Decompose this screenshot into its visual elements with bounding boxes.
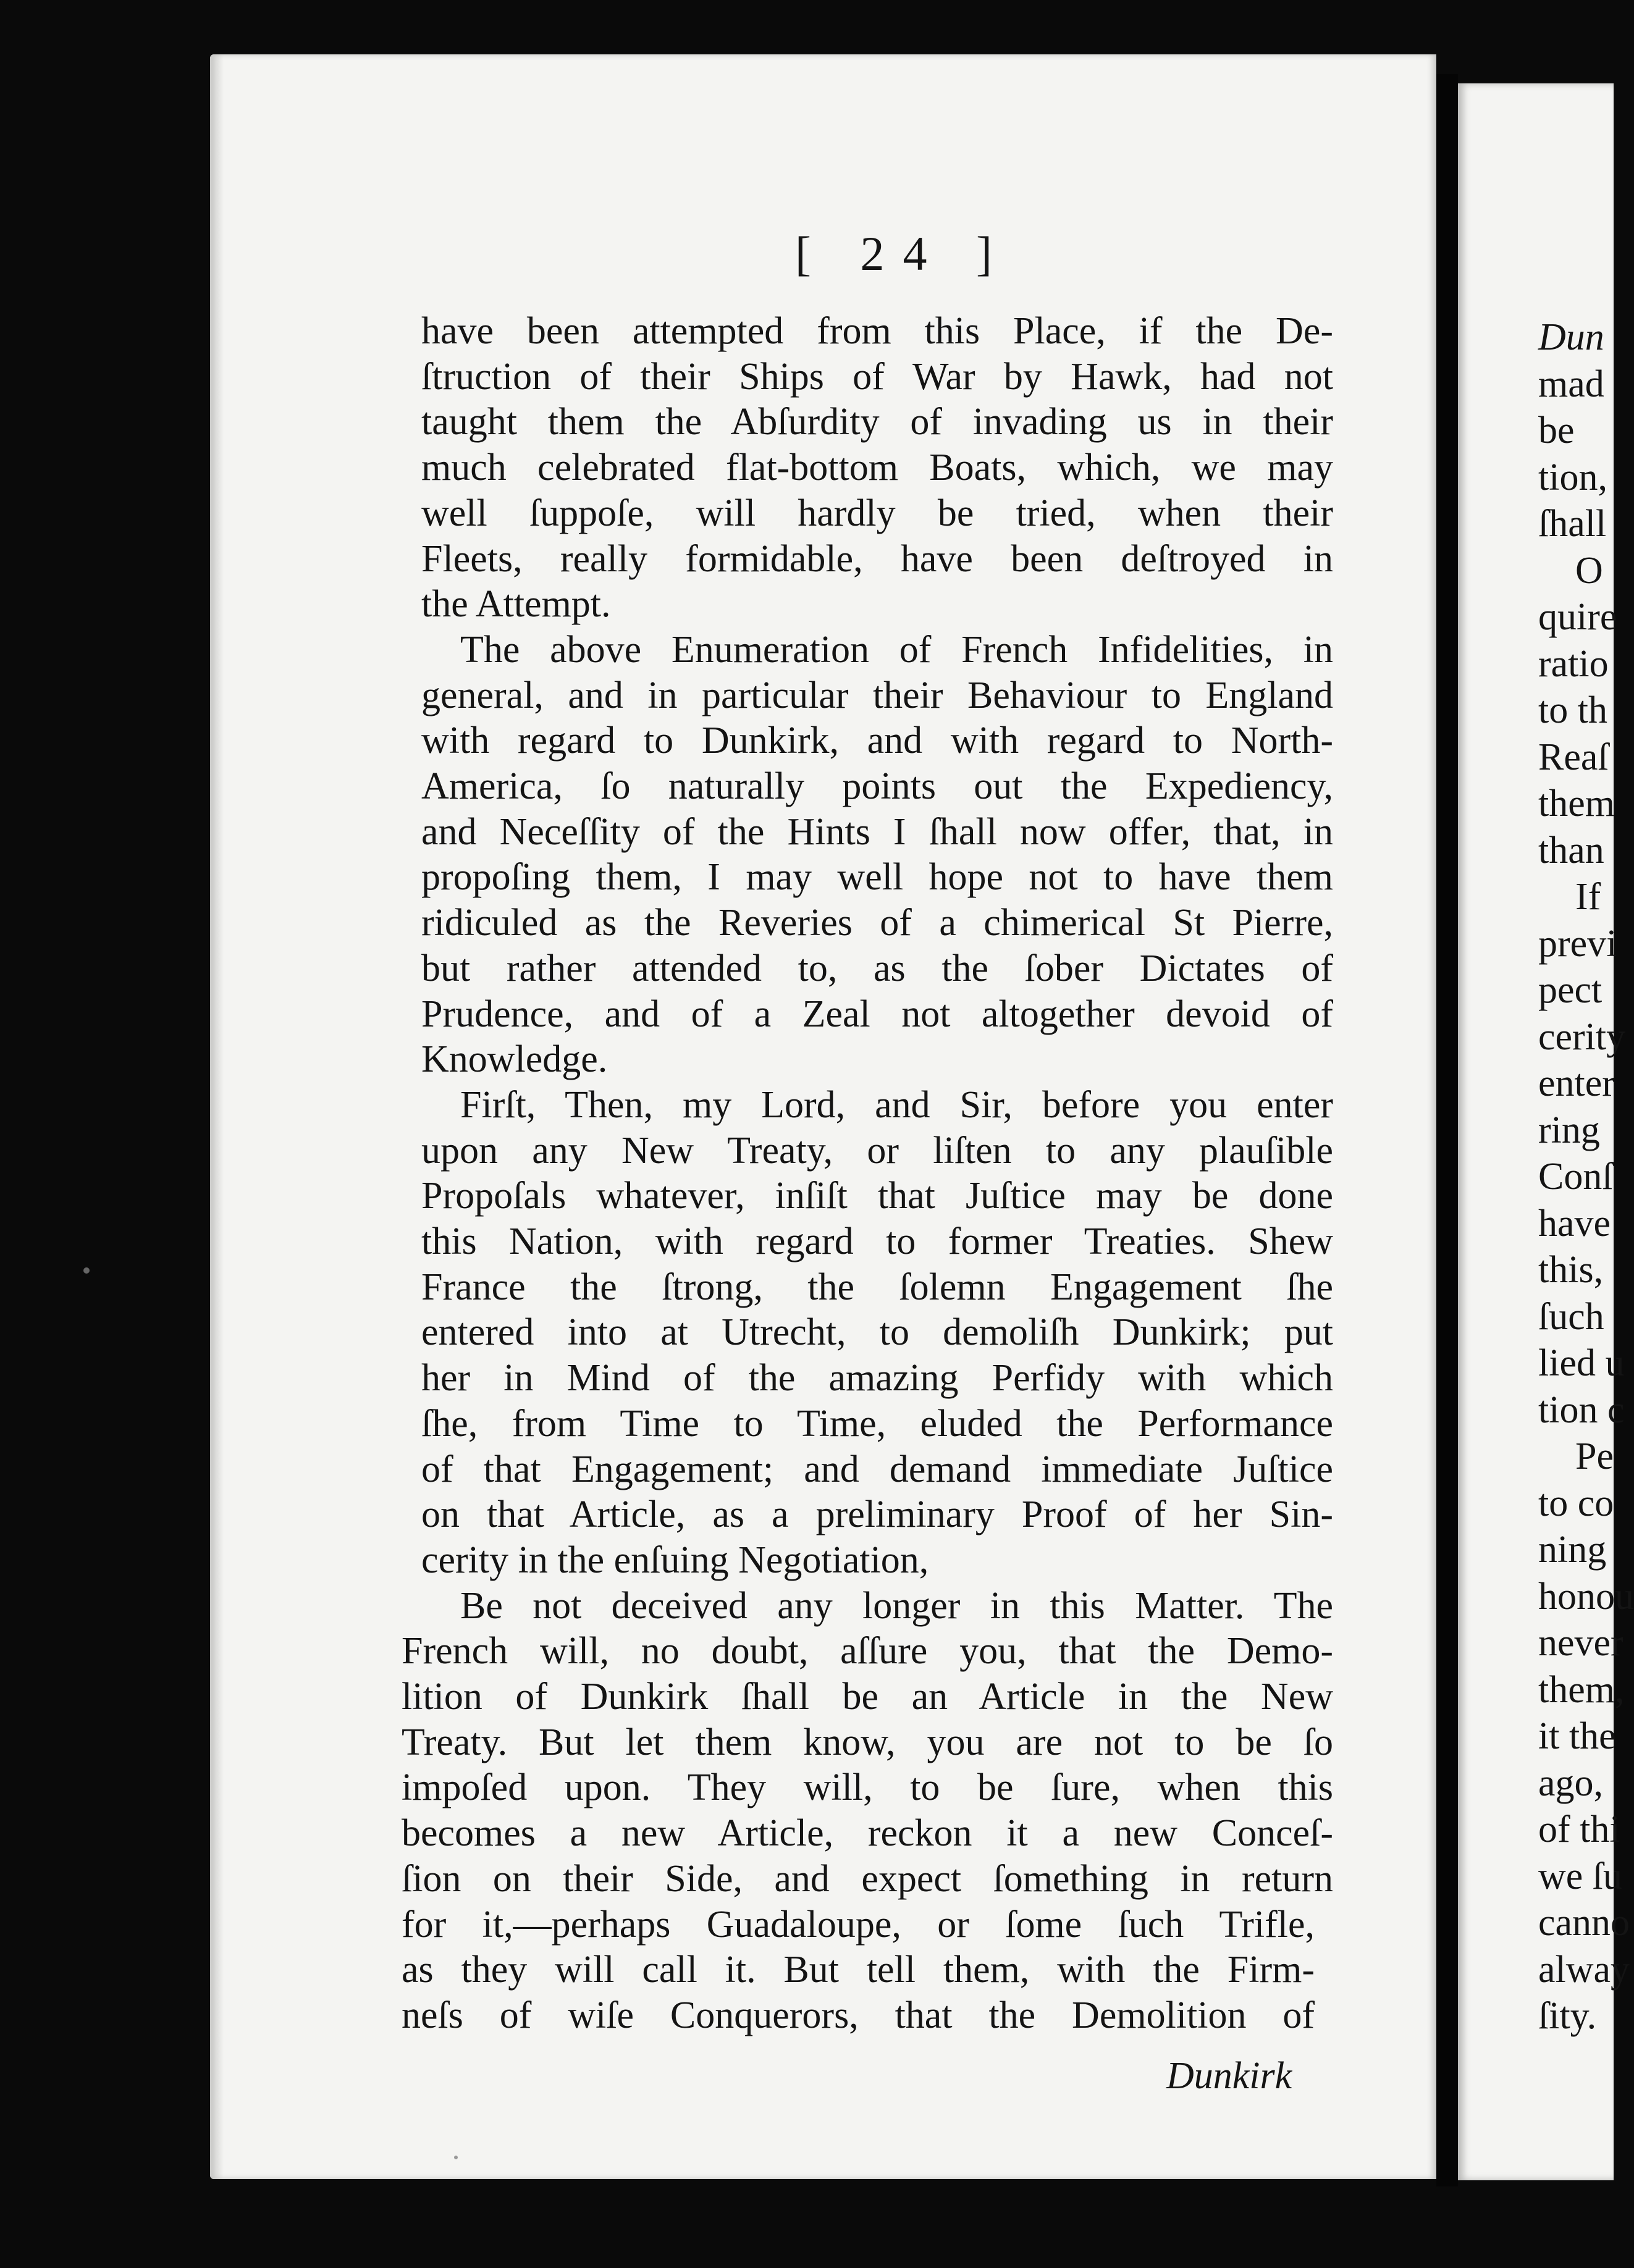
text-line: Knowledge. (421, 1038, 608, 1080)
text-line: but rather attended to, as the ſober Dictates of (421, 947, 1333, 989)
text-line: her in Mind of the amazing Perfidy with which (421, 1357, 1333, 1399)
text-line: ſion on their Side, and expect ſomething in return (402, 1858, 1333, 1900)
text-line: cerity in the enſuing Negotiation, (421, 1539, 929, 1581)
text-line: becomes a new Article, reckon it a new Conceſ- (402, 1812, 1333, 1854)
right-page-line: be (1538, 410, 1575, 452)
right-page-line: we ſu (1538, 1855, 1623, 1897)
right-page-line: mad (1538, 363, 1604, 405)
text-line: ridiculed as the Reveries of a chimerical St Pierre, (421, 902, 1333, 944)
right-page-line: pect (1538, 969, 1602, 1011)
text-line: French will, no doubt, aſſure you, that the Demo- (402, 1630, 1333, 1672)
text-line: America, ſo naturally points out the Expediency, (421, 765, 1333, 807)
right-page-line: lied u (1538, 1342, 1625, 1384)
text-line: have been attempted from this Place, if the De- (421, 310, 1333, 352)
text-line: The above Enumeration of French Infidelities, in (460, 629, 1333, 671)
right-page-line: canno (1538, 1902, 1630, 1944)
text-line: Propoſals whatever, inſiſt that Juſtice may be done (421, 1175, 1333, 1217)
right-page-line: never (1538, 1622, 1623, 1664)
text-line: upon any New Treaty, or liſten to any plauſible (421, 1130, 1333, 1172)
text-line: propoſing them, I may well hope not to have them (421, 856, 1333, 898)
right-page-line: quire (1538, 596, 1617, 638)
right-page-line: enter (1538, 1062, 1615, 1104)
text-line: for it,—perhaps Guadaloupe, or ſome ſuch Trifle, (402, 1904, 1315, 1946)
right-page-line: ſity. (1538, 1995, 1597, 2037)
right-page-line: them (1538, 783, 1615, 825)
right-page-line: ſuch (1538, 1296, 1604, 1338)
right-page-line: than (1538, 830, 1604, 872)
catchword: Dunkirk (1166, 2055, 1292, 2097)
text-line: taught them the Abſurdity of invading us in their (421, 401, 1333, 443)
text-line: well ſuppoſe, will hardly be tried, when their (421, 492, 1333, 534)
text-line: Be not deceived any longer in this Matter. The (460, 1585, 1333, 1627)
text-line: on that Article, as a preliminary Proof of her Sin- (421, 1493, 1333, 1535)
right-page-line: ratio (1538, 643, 1609, 685)
right-page-line: to co (1538, 1482, 1614, 1524)
book-gutter (1436, 74, 1458, 2186)
right-page-line: Pe (1575, 1435, 1614, 1477)
right-page-line: it the (1538, 1715, 1616, 1757)
right-page-line: cerity (1538, 1016, 1626, 1058)
text-line: Prudence, and of a Zeal not altogether devoid of (421, 993, 1333, 1035)
page-edge-shadow (210, 54, 224, 2179)
text-line: the Attempt. (421, 583, 611, 625)
text-line: lition of Dunkirk ſhall be an Article in the New (402, 1676, 1333, 1718)
paper-speck (83, 1267, 90, 1274)
right-page-line: previ (1538, 923, 1617, 965)
paper-speck (454, 2156, 458, 2159)
right-page-line: Dun (1538, 316, 1604, 358)
text-line: with regard to Dunkirk, and with regard to North- (421, 720, 1333, 762)
text-line: impoſed upon. They will, to be ſure, when this (402, 1766, 1333, 1808)
right-page-line: If (1575, 876, 1601, 918)
right-page-line: tion, (1538, 456, 1607, 498)
text-line: this Nation, with regard to former Treaties. Shew (421, 1220, 1333, 1262)
text-line: Fleets, really formidable, have been deſtroyed in (421, 538, 1333, 580)
right-page-line: ning (1538, 1529, 1607, 1571)
text-line: Firſt, Then, my Lord, and Sir, before you enter (460, 1084, 1333, 1126)
right-page-line: ring (1538, 1109, 1600, 1151)
right-page-line: this, (1538, 1249, 1604, 1291)
right-page-line: honou (1538, 1576, 1634, 1618)
text-line: Treaty. But let them know, you are not to be ſo (402, 1721, 1333, 1763)
text-line: ſhe, from Time to Time, eluded the Performance (421, 1403, 1333, 1445)
right-page-line: them, (1538, 1669, 1625, 1711)
right-page-line: of thi (1538, 1808, 1620, 1850)
right-page-line: tion c (1538, 1389, 1625, 1431)
text-line: much celebrated flat-bottom Boats, which, we may (421, 447, 1333, 489)
page-number: [ 24 ] (795, 227, 1011, 280)
text-line: and Neceſſity of the Hints I ſhall now offer, that, in (421, 811, 1333, 853)
text-line: general, and in particular their Behaviour to England (421, 674, 1333, 716)
right-page-line: ſhall (1538, 503, 1607, 545)
right-page-line: ago, (1538, 1762, 1604, 1804)
text-line: as they will call it. But tell them, with the Firm- (402, 1949, 1315, 1991)
text-line: entered into at Utrecht, to demoliſh Dunkirk; put (421, 1311, 1333, 1353)
right-page-line: have (1538, 1203, 1611, 1245)
right-page (1458, 83, 1634, 2180)
text-line: neſs of wiſe Conquerors, that the Demolition of (402, 1994, 1315, 2036)
right-page-line: Reaſ (1538, 736, 1609, 778)
right-page-line: Conſ (1538, 1156, 1613, 1198)
right-page-line: to th (1538, 689, 1607, 731)
text-line: ſtruction of their Ships of War by Hawk, had not (421, 356, 1333, 398)
right-page-line: O (1575, 550, 1603, 592)
text-line: of that Engagement; and demand immediate Juſtice (421, 1448, 1333, 1490)
right-page-line: alway (1538, 1949, 1630, 1991)
text-line: France the ſtrong, the ſolemn Engagement ſhe (421, 1266, 1333, 1308)
